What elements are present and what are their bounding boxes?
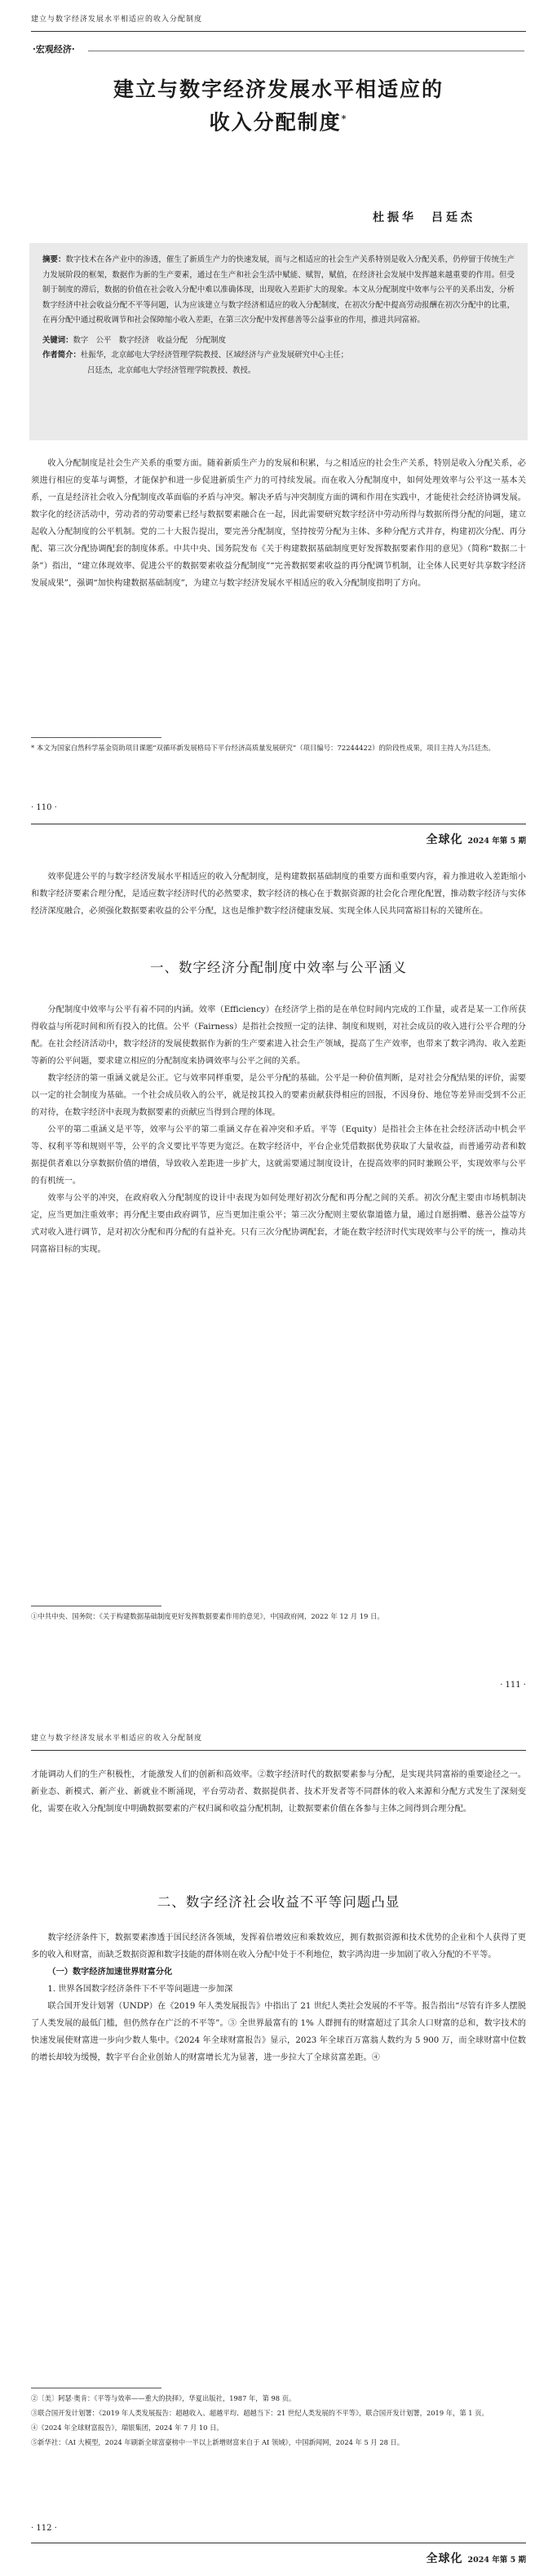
body-text-page-3 (31, 1929, 526, 2066)
journal-logo: 全球化 (426, 833, 463, 846)
page-3 (0, 1717, 557, 2576)
title-line-2-text: 收入分配制度 (209, 110, 342, 135)
section-heading-2: 二、数字经济社会收益不平等问题凸显 (157, 1894, 400, 1910)
footer-brand (427, 2550, 526, 2566)
body-paragraph: 公平的第二重涵义是平等，效率与公平的第二重涵义存在着冲突和矛盾。平等（Equity）是指社会主体在社会经济活动中机会平等、权利平等和规则平等，公平的含义要比平等更为宽泛。在数字经济中，平台企业凭借数据优势获取了大量收益，而普通劳动者和数据提供者难以分享数据价值的增值，导致收入差距进一步扩大，这就需要通过制度设计，在提高效率的同时兼顾公平，实现效率与公平的有机统一。 (31, 1125, 526, 1186)
author-info-label: 作者简介： (42, 351, 81, 360)
body-text-page-2 (31, 1001, 526, 1258)
body-paragraph: 分配制度中效率与公平有着不同的内涵。效率（Efficiency）在经济学上指的是在单位时间内完成的工作量，或者是某一工作所获得收益与所花时间和所有投入的比值。公平（Fairness）是指社会按照一定的法律、制度和规则，对社会成员的收入进行公平合理的分配。在社会经济活动中，数字经济的发展使数据作为新的生产要素进入社会生产领域，提高了生产效率，也带来了数字鸿沟、收入差距等新的公平问题，要求建立相应的分配制度来协调效率与公平之间的关系。 (31, 1005, 526, 1066)
body-paragraph: 联合国开发计划署（UNDP）在《2019 年人类发展报告》中指出了 21 世纪人类社会发展的不平等。报告指出“尽管有许多人摆脱了人类发展的最低门槛，但仍然存在广泛的不平等”。③ 全世界最富有的 1% 人群拥有的财富超过了其余人口财富的总和，数字技术的快速发展使财富进一步向少数人集中。《2024 年全球财富报告》显示，2023 年全球百万富翁人数约为 5 900 万，而全球财富中位数的增长却较为缓慢，数字平台企业创始人的财富增长尤为显著，进一步拉大了全球贫富差距。④ (31, 2002, 526, 2062)
page-number: · 112 · (31, 2524, 57, 2533)
subsection-heading: （一）数字经济加速世界财富分化 (47, 1967, 173, 1977)
body-paragraph: 数字经济条件下，数据要素渗透于国民经济各领域，发挥着倍增效应和乘数效应，拥有数据资源和技术优势的企业和个人获得了更多的收入和财富，而缺乏数据资源和数字技能的群体则在收入分配中处于不利地位，数字鸿沟进一步加剧了收入分配的不平等。 (31, 1933, 526, 1960)
body-paragraph: 收入分配制度是社会生产关系的重要方面。随着新质生产力的发展和积累，与之相适应的社会生产关系，特别是收入分配关系，必须进行相应的变革与调整，才能保护和进一步促进新质生产力的可持续发展。而在收入分配制度中，如何处理效率与公平这一基本关系，一直是经济社会收入分配制度改革面临的矛盾与冲突。解决矛盾与冲突制度方面的调和作用在实践中，才能使社会经济协调发展。数字化的经济活动中，劳动者的劳动要素已经与数据要素融合在一起，因此需要研究数字经济中劳动所得与数据所得分配的问题，建立起收入分配制度的公平机制。党的二十大报告提出，要完善分配制度，坚持按劳分配为主体、多种分配方式并存，构建初次分配、再分配、第三次分配协调配套的制度体系。中共中央、国务院发布《关于构建数据基础制度更好发挥数据要素作用的意见》（简称“数据二十条”）指出，“建立体现效率、促进公平的数据要素收益分配制度”“完善数据要素收益的再分配调节机制，让全体人民更好共享数字经济发展成果”，强调“加快构建数据基础制度”，为建立与数字经济发展水平相适应的收入分配制度指明了方向。 (31, 459, 526, 588)
page-number: · 111 · (500, 1681, 526, 1690)
header-rule (31, 1750, 526, 1751)
header-rule (31, 31, 526, 32)
body-paragraph: 数字经济的第一重涵义就是公正。它与效率同样重要，是公平分配的基础。公平是一种价值判断，是对社会分配结果的评价，需要以一定的社会制度为基础。一个社会成员收入的公平，就是按其投入的要素贡献获得相应的回报，不因身份、地位等差异而受到不公正的对待，在数字经济中表现为数据要素的贡献应当得到合理的体现。 (31, 1074, 526, 1117)
abstract-paragraph (42, 253, 515, 329)
footnote-item: ②〔美〕阿瑟·奥肯：《平等与效率——重大的抉择》，华夏出版社，1987 年，第 98 页。 (31, 2394, 296, 2402)
abstract-box (29, 243, 528, 440)
column-tag: ·宏观经济· (33, 44, 75, 55)
author-info-paragraph (42, 348, 515, 364)
authors: 杜振华 吕廷杰 (373, 211, 475, 224)
keywords-label: 关键词： (42, 335, 73, 345)
footnote: ①中共中央、国务院：《关于构建数据基础制度更好发挥数据要素作用的意见》，中国政府网，2022 年 12 月 19 日。 (31, 1612, 384, 1620)
footnote: * 本文为国家自然科学基金资助项目课题“双循环新发展格局下平台经济高质量发展研究”（项目编号：72244422）的阶段性成果，项目主持人为吕廷杰。 (31, 744, 495, 752)
page-number: · 110 · (31, 803, 57, 812)
keywords-paragraph (42, 334, 515, 349)
footnote-item: ⑤新华社：《AI 大模型，2024 年刷新全球富豪榜中一半以上新增财富来自于 AI 领域》，中国新闻网，2024 年 5 月 28 日。 (31, 2438, 404, 2446)
footer-brand (427, 831, 526, 847)
author-info-2: 吕廷杰，北京邮电大学经济管理学院教授、教授。 (87, 365, 256, 375)
body-paragraph: 效率促进公平的与数字经济发展水平相适应的收入分配制度，是构建数据基础制度的重要方面和重要内容，着力推进收入差距缩小和数字经济要素合理分配，是适应数字经济时代的必然要求，数字经济的核心在于数据资源的社会化合理化配置，推动数字经济与实体经济深度融合，必须强化数据要素收益的公平分配，这也是维护数字经济健康发展、实现全体人民共同富裕目标的关键所在。 (31, 873, 526, 916)
author-info-paragraph-2 (42, 364, 515, 379)
section-heading-1: 一、数字经济分配制度中效率与公平涵义 (150, 960, 407, 975)
keywords-text: 数字 公平 数字经济 收益分配 分配制度 (73, 335, 227, 345)
article-title (0, 75, 557, 137)
abstract-text: 数字技术在各产业中的渗透，催生了新质生产力的快速发展，而与之相适应的社会生产关系特别是收入分配关系，仍停留于传统生产力发展阶段的框架，数据作为新的生产要素，通过在生产和社会生活中赋能、赋智，赋值，在经济社会发展中发挥越来越重要的作用。但受制于制度的滞后，数据的价值在社会收入分配中难以准确体现，出现收入差距扩大的现象。本文从分配制度中效率与公平的关系出发，分析数字经济中社会收益分配不平等问题，认为应该建立与数字经济相适应的收入分配制度，在初次分配中提高劳动报酬在初次分配中的比重，在再分配中通过税收调节和社会保障缩小收入差距，在第三次分配中发挥慈善等公益事业的作用，推进共同富裕。 (42, 255, 515, 325)
title-line-1: 建立与数字经济发展水平相适应的 (113, 77, 444, 101)
journal-issue: 2024 年第 5 期 (467, 2556, 526, 2565)
footnotes (31, 2393, 526, 2451)
body-text-page-2-top (31, 868, 526, 920)
footnote-item: ④《2024 年全球财富报告》，瑞银集团，2024 年 7 月 10 日。 (31, 2424, 223, 2432)
body-text-page-3-top (31, 1766, 526, 1818)
page-1 (0, 0, 557, 859)
subsubsection-heading: 1. 世界各国数字经济条件下不平等问题进一步加深 (47, 1985, 233, 1994)
title-line-2 (0, 104, 557, 137)
running-header: 建立与数字经济发展水平相适应的收入分配制度 (31, 15, 203, 24)
footnote-item: ③联合国开发计划署：《2019 年人类发展报告：超越收入、超越平均、超越当下：21 世纪人类发展的不平等》，联合国开发计划署，2019 年，第 1 页。 (31, 2409, 488, 2417)
author-info-1: 杜振华，北京邮电大学经济管理学院教授、区域经济与产业发展研究中心主任； (80, 351, 349, 360)
title-footnote-marker: * (341, 113, 348, 124)
page-2 (0, 859, 557, 1717)
running-header: 建立与数字经济发展水平相适应的收入分配制度 (31, 1734, 203, 1743)
body-paragraph: 才能调动人们的生产积极性，才能激发人们的创新和高效率。②数字经济时代的数据要素参与分配，是实现共同富裕的重要途径之一。新业态、新模式、新产业、新就业不断涌现，平台劳动者、数据提供者、技术开发者等不同群体的收入来源和分配方式发生了深刻变化，需要在收入分配制度中明确数据要素的产权归属和收益分配机制，让数据要素价值在各参与主体之间得到合理分配。 (31, 1770, 526, 1814)
journal-issue: 2024 年第 5 期 (467, 837, 526, 846)
footnote-rule (31, 737, 161, 738)
abstract-label: 摘要： (42, 255, 66, 264)
body-paragraph: 效率与公平的冲突，在政府收入分配制度的设计中表现为如何处理好初次分配和再分配之间的关系。初次分配主要由市场机制决定，应当更加注重效率；再分配主要由政府调节，应当更加注重公平；第三次分配则主要依靠道德力量，通过自愿捐赠、慈善公益等方式对收入进行调节，是对初次分配和再分配的有益补充。只有三次分配协调配套，才能在数字经济时代实现效率与公平的统一，推动共同富裕目标的实现。 (31, 1194, 526, 1254)
journal-logo: 全球化 (426, 2552, 463, 2565)
body-text-page-1 (31, 455, 526, 592)
